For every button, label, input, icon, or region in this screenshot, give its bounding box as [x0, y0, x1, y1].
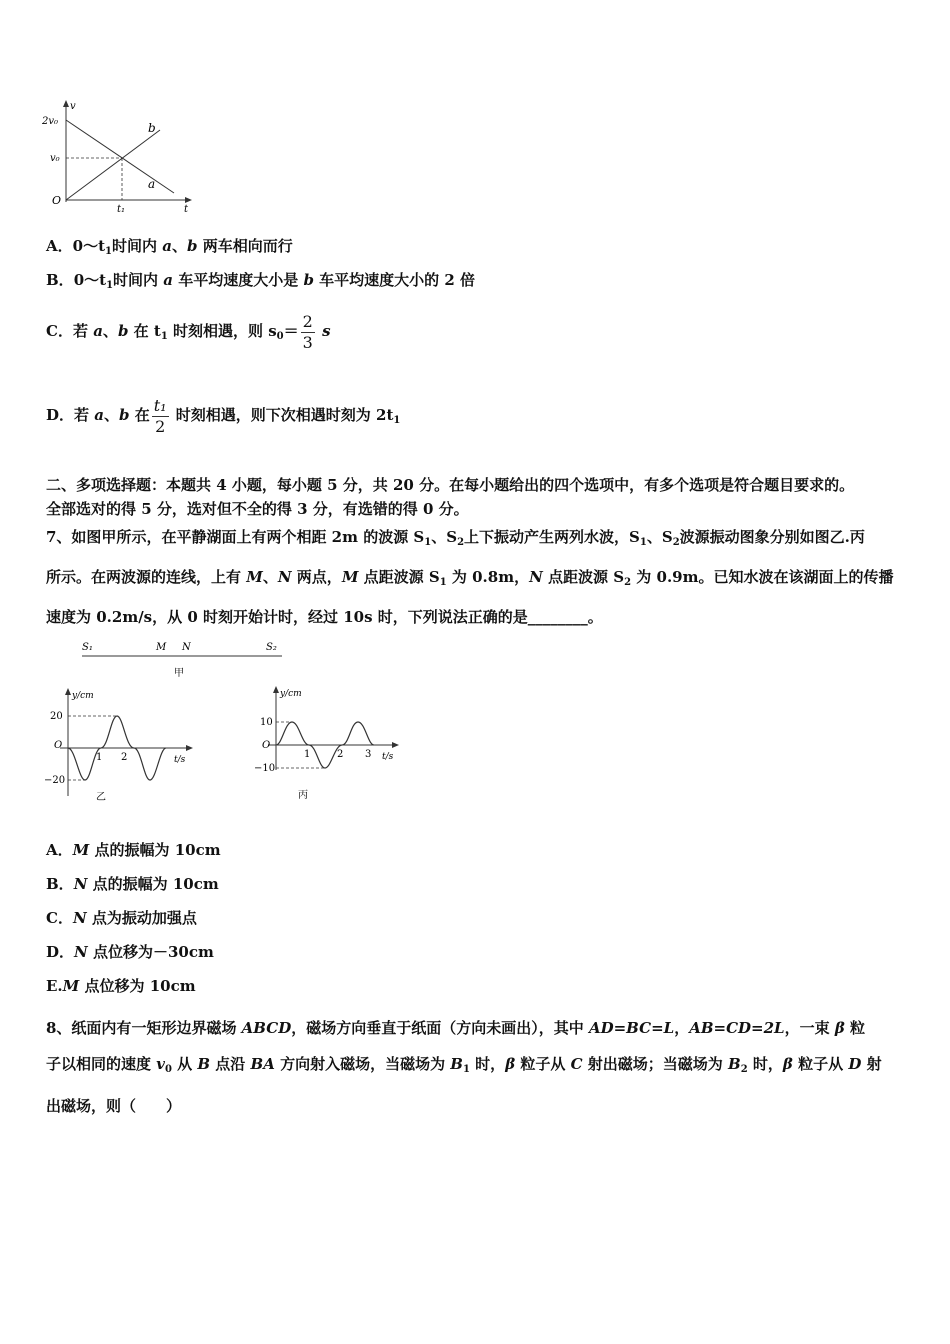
q7-option-c[interactable]: C．N 点为振动加强点: [46, 909, 197, 927]
origin-yi: O: [54, 740, 63, 751]
t1-bing: 1: [304, 749, 311, 760]
y-axis-arrow: [273, 686, 279, 693]
s1-label: S₁: [82, 642, 93, 653]
ypos-yi: 20: [50, 711, 63, 722]
yneg-bing: −10: [254, 763, 276, 774]
ylabel-yi: y/cm: [72, 691, 94, 701]
fraction-two-thirds: $\frac{2}{3}$: [302, 311, 313, 352]
line-a: [66, 120, 174, 193]
v-axis-arrow: [63, 100, 69, 107]
yneg-yi: −20: [44, 775, 66, 786]
t1-yi: 1: [96, 752, 103, 763]
caption-yi: 乙: [96, 792, 106, 803]
m-label: M: [156, 642, 167, 653]
label-2v0: 2v₀: [42, 116, 59, 127]
vt-graph: [40, 98, 200, 216]
figure-bing: [248, 684, 408, 802]
tlabel-bing: t/s: [382, 752, 394, 762]
q6-option-d[interactable]: D．若 a、b 在 $\frac{\text{t₁}}{2}$ 时刻相遇，则下次相遇时刻为 $2t_1$: [46, 395, 401, 436]
ylabel-bing: y/cm: [280, 689, 302, 699]
t3-bing: 3: [365, 749, 372, 760]
q7-option-d[interactable]: D．N 点位移为－30cm: [46, 943, 214, 961]
section2-heading: 二、多项选择题：本题共 4 小题，每小题 5 分，共 20 分。在每小题给出的四个选项中，有多个选项是符合题目要求的。 全部选对的得 5 分，选对但不全的得 3 分，有选错的得 0 分。: [46, 476, 855, 518]
t-axis-label: t: [184, 204, 189, 215]
line-a-label: a: [148, 177, 156, 191]
label-t1: t₁: [117, 204, 126, 215]
q6-option-b[interactable]: B．$0\sim t_1$时间内 a 车平均速度大小是 b 车平均速度大小的 2 倍: [46, 271, 476, 291]
q7-option-a[interactable]: A．M 点的振幅为 10cm: [46, 841, 221, 859]
origin-label: O: [52, 194, 62, 207]
q7-stem: 7、如图甲所示，在平静湖面上有两个相距 2m 的波源 $S_1$、$S_2$上下振动产生两列水波，$S_1$、$S_2$波源振动图象分别如图乙.丙 所示。在两波源的连线，上有 M、N 两点，M 点距波源 $S_1$ 为 0.8m，N 点距波源 $S_2$ 为 0.9m。已知水波在该湖面上的传播 速度为 0.2m/s，从 0 时刻开始计时，经过 10s 时，下列说法正确的是________。: [46, 528, 894, 626]
t-axis-arrow: [185, 197, 192, 203]
fraction-t1-half: $\frac{\text{t₁}}{2}$: [153, 395, 167, 436]
q6-option-a[interactable]: A．$0\sim t_1$时间内 a、b 两车相向而行: [46, 237, 293, 257]
figure-yi: [40, 686, 200, 804]
caption-bing: 丙: [298, 790, 308, 801]
t-axis-arrow: [186, 745, 193, 751]
v-axis-label: v: [70, 101, 76, 112]
q8-stem: 8、纸面内有一矩形边界磁场 ABCD，磁场方向垂直于纸面（方向未画出），其中 AD=BC=L，AB=CD=2L，一束 β 粒 子以相同的速度 $v_0$ 从 B 点沿 BA 方向射入磁场，当磁场为 $B_1$ 时，β 粒子从 C 射出磁场；当磁场为 $B_2$ 时，β 粒子从 D 射 出磁场，则（ ）: [46, 1019, 882, 1115]
ypos-bing: 10: [260, 717, 273, 728]
s2-label: S₂: [266, 642, 277, 653]
q7-option-e[interactable]: E.M 点位移为 10cm: [46, 977, 196, 995]
line-b-label: b: [148, 121, 156, 135]
origin-bing: O: [262, 740, 271, 751]
n-label: N: [182, 642, 191, 653]
figure-jia: [78, 636, 288, 682]
q6-option-c[interactable]: C．若 a、b 在 $t_1$ 时刻相遇，则 $s_0=$ $\frac{2}{3}$ s: [46, 311, 331, 352]
t2-bing: 2: [337, 749, 344, 760]
t-axis-arrow: [392, 742, 399, 748]
line-b: [66, 130, 160, 200]
tlabel-yi: t/s: [174, 755, 186, 765]
label-v0: v₀: [50, 153, 60, 164]
caption-jia: 甲: [174, 668, 184, 679]
t2-yi: 2: [121, 752, 128, 763]
y-axis-arrow: [65, 688, 71, 695]
q7-option-b[interactable]: B．N 点的振幅为 10cm: [46, 875, 219, 893]
